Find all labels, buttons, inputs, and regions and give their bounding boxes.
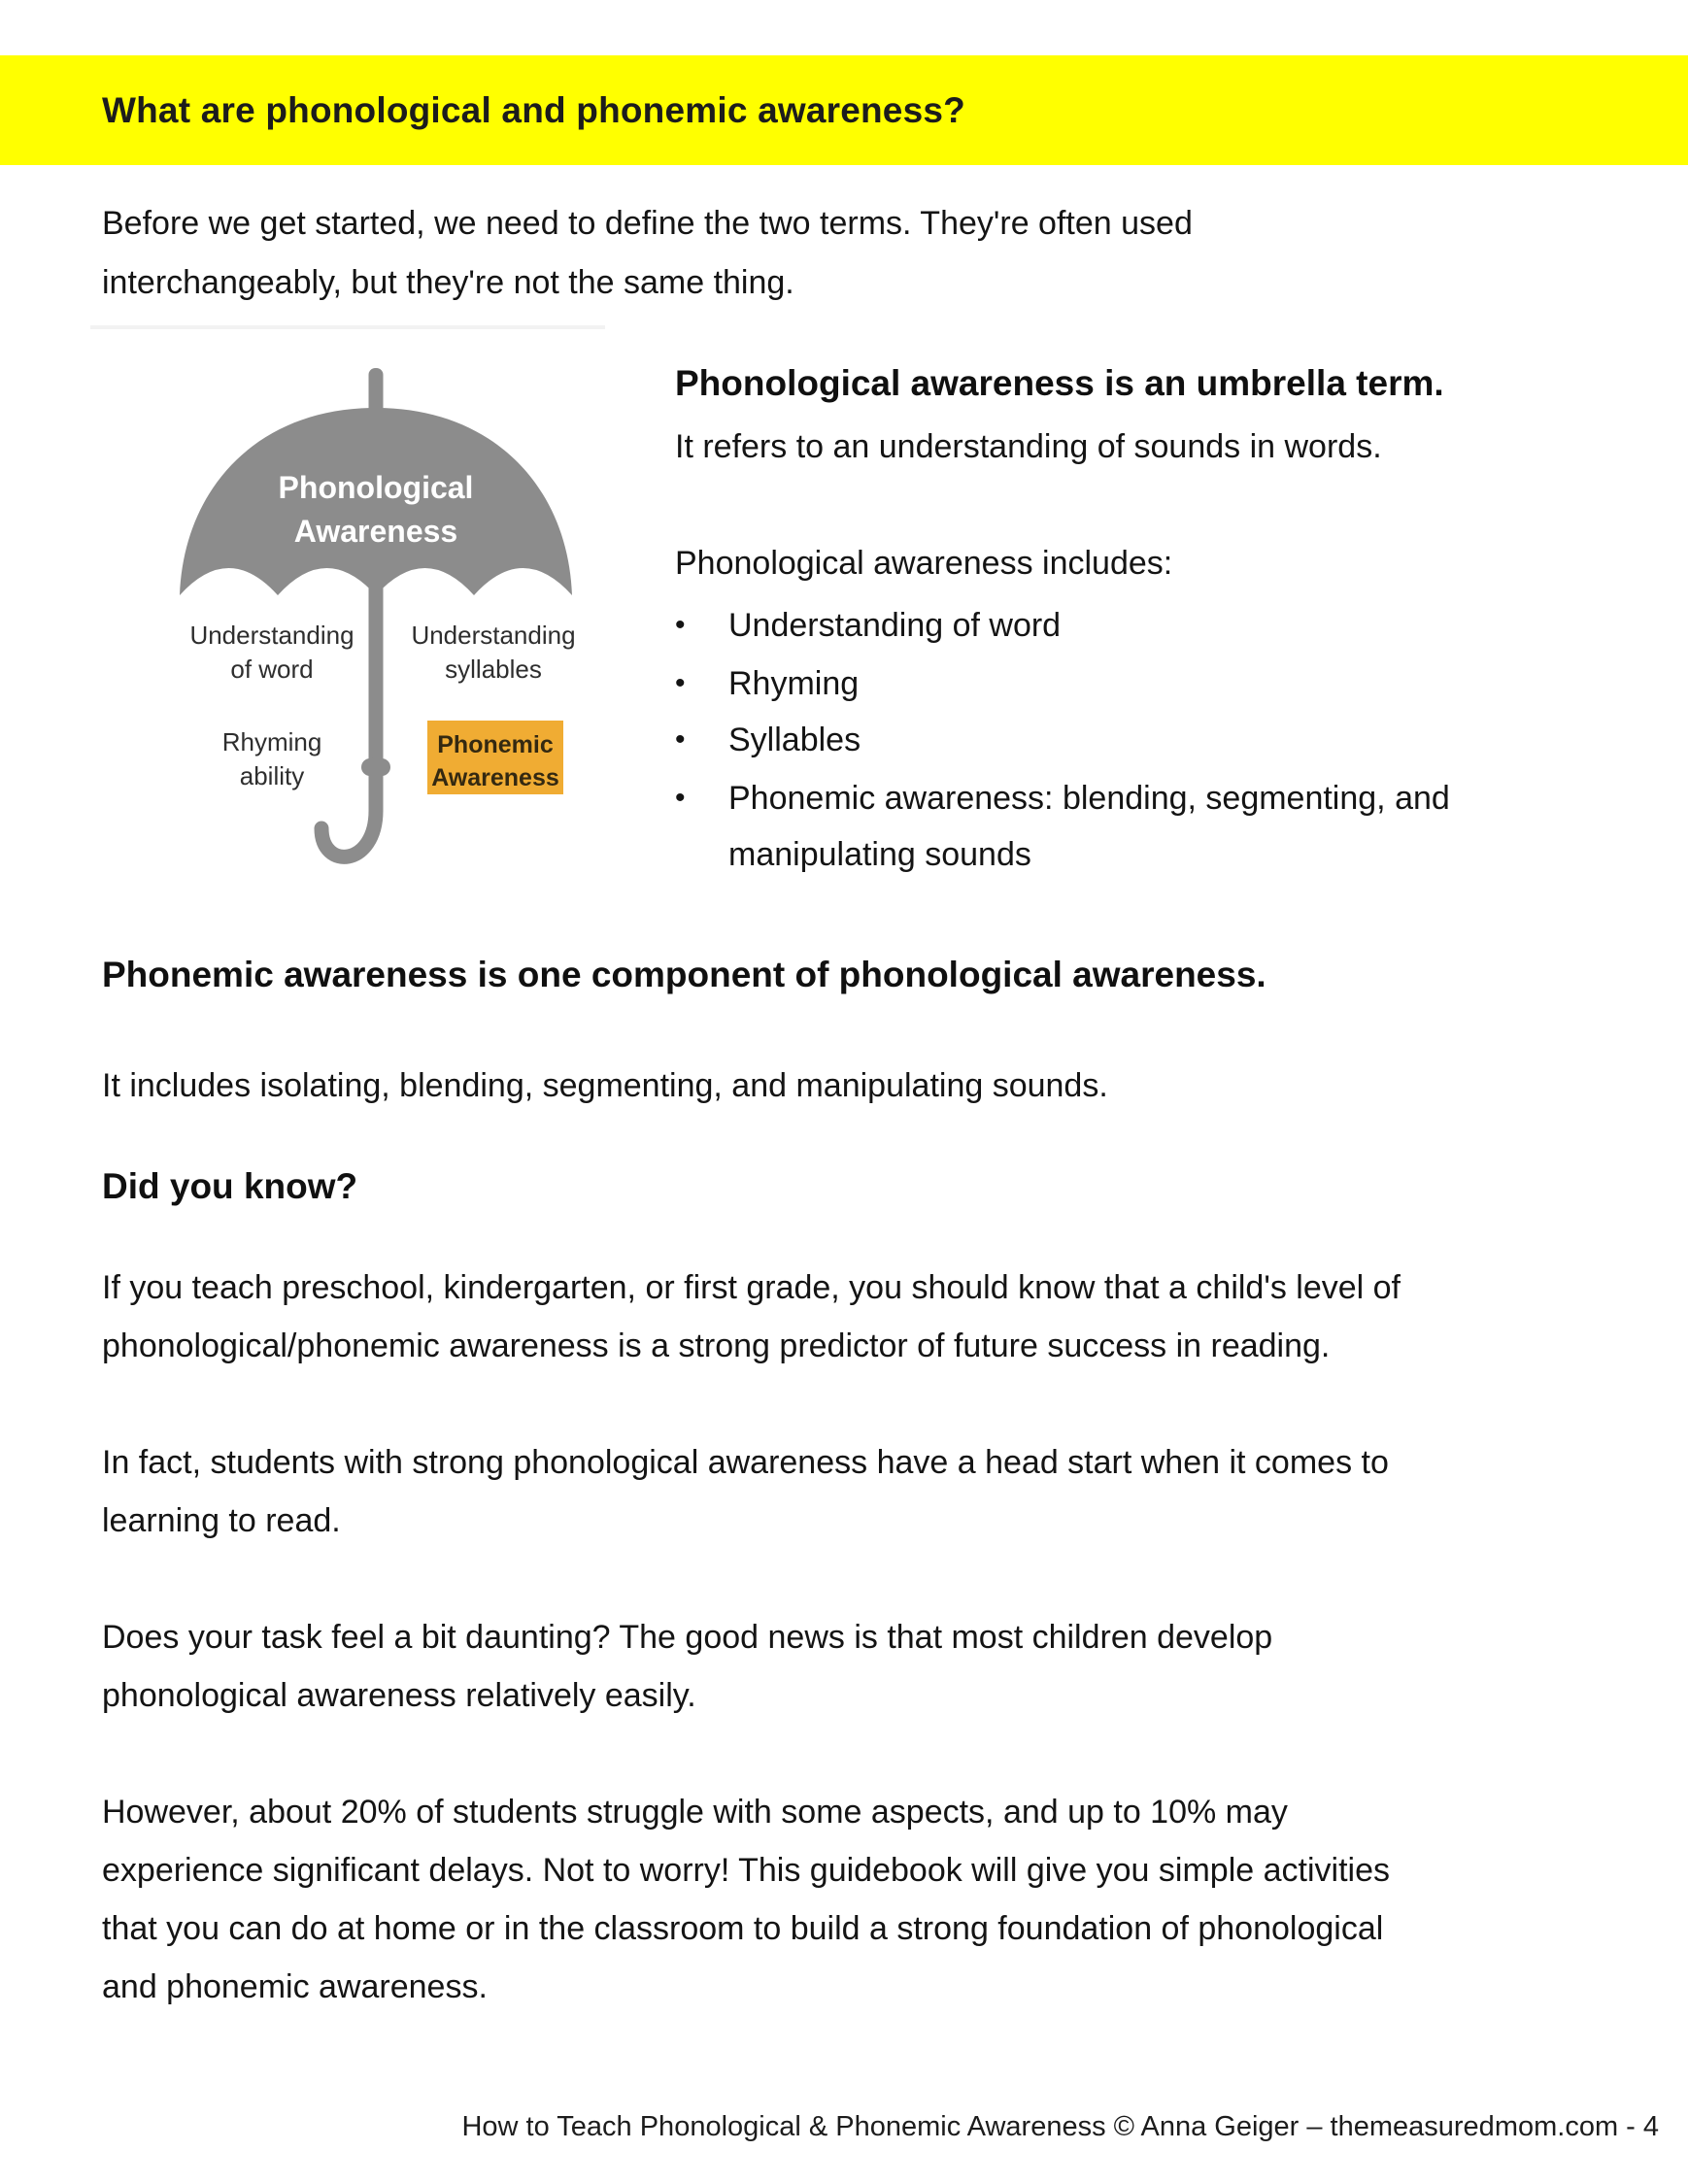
canopy-title-line2: Awareness <box>293 514 458 549</box>
bullet-item <box>675 770 1450 883</box>
phonemic-component-body: It includes isolating, blending, segmenting, and manipulating sounds. <box>102 1067 1108 1104</box>
paragraph <box>102 1783 1390 2016</box>
paragraph-line: phonological/phonemic awareness is a strong predictor of future success in reading. <box>102 1327 1331 1364</box>
umbrella-term-subheading: It refers to an understanding of sounds in words. <box>675 428 1382 465</box>
paragraph-line: phonological awareness relatively easily. <box>102 1677 696 1714</box>
paragraph <box>102 1433 1389 1550</box>
bullet-dot: • <box>675 609 686 641</box>
section-header-bar <box>0 55 1688 165</box>
bullet-text <box>728 770 1450 883</box>
bullet-text-line: Phonemic awareness: blending, segmenting, and <box>728 780 1450 817</box>
page-title: What are phonological and phonemic awareness? <box>102 89 965 130</box>
label-rhyming-ability-line1: Rhyming <box>221 727 322 756</box>
paragraph-line: Does your task feel a bit daunting? The good news is that most children develop <box>102 1619 1273 1656</box>
paragraph <box>102 1259 1401 1375</box>
phonemic-awareness-box-line1: Phonemic <box>437 731 554 758</box>
image-top-edge <box>90 325 605 329</box>
intro-line: interchangeably, but they're not the same thing. <box>102 264 794 301</box>
intro-line: Before we get started, we need to define the two terms. They're often used <box>102 205 1193 242</box>
label-understanding-of-word-line2: of word <box>230 655 314 684</box>
did-you-know-heading: Did you know? <box>102 1166 358 1206</box>
umbrella-handle <box>321 764 376 857</box>
phonemic-component-heading: Phonemic awareness is one component of phonological awareness. <box>102 955 1266 994</box>
bullet-dot: • <box>675 782 686 814</box>
paragraph-line: and phonemic awareness. <box>102 1968 488 2005</box>
bullet-dot: • <box>675 723 686 756</box>
paragraph-line: that you can do at home or in the classroom to build a strong foundation of phonological <box>102 1910 1384 1947</box>
paragraph-line: If you teach preschool, kindergarten, or first grade, you should know that a child's level of <box>102 1269 1401 1306</box>
bullet-item <box>675 712 861 768</box>
umbrella-svg <box>90 325 605 908</box>
label-rhyming-ability-line2: ability <box>239 761 305 790</box>
footer-credit: How to Teach Phonological & Phonemic Awareness © Anna Geiger – themeasuredmom.com - 4 <box>461 2111 1659 2142</box>
paragraph-line: However, about 20% of students struggle with some aspects, and up to 10% may <box>102 1794 1288 1831</box>
label-understanding-syllables-line2: syllables <box>445 655 542 684</box>
bullet-text: Understanding of word <box>728 607 1062 644</box>
intro-paragraph <box>102 194 1193 313</box>
umbrella-diagram <box>90 325 605 908</box>
bullet-text-line: manipulating sounds <box>728 836 1031 873</box>
bullet-text: Rhyming <box>728 665 860 702</box>
bullet-item <box>675 655 859 712</box>
umbrella-term-heading: Phonological awareness is an umbrella term. <box>675 363 1444 403</box>
label-understanding-of-word-line1: Understanding <box>189 621 354 650</box>
paragraph-line: experience significant delays. Not to worry! This guidebook will give you simple activities <box>102 1852 1390 1889</box>
bullet-item <box>675 597 1061 654</box>
bullet-text: Syllables <box>728 722 861 758</box>
paragraph-line: In fact, students with strong phonological awareness have a head start when it comes to <box>102 1444 1389 1481</box>
phonemic-awareness-box-line2: Awareness <box>431 764 559 791</box>
paragraph <box>102 1608 1272 1725</box>
label-understanding-syllables-line1: Understanding <box>411 621 576 650</box>
bullet-list-intro: Phonological awareness includes: <box>675 545 1173 582</box>
canopy-title-line1: Phonological <box>278 470 474 505</box>
paragraph-line: learning to read. <box>102 1502 341 1539</box>
bullet-dot: • <box>675 667 686 699</box>
